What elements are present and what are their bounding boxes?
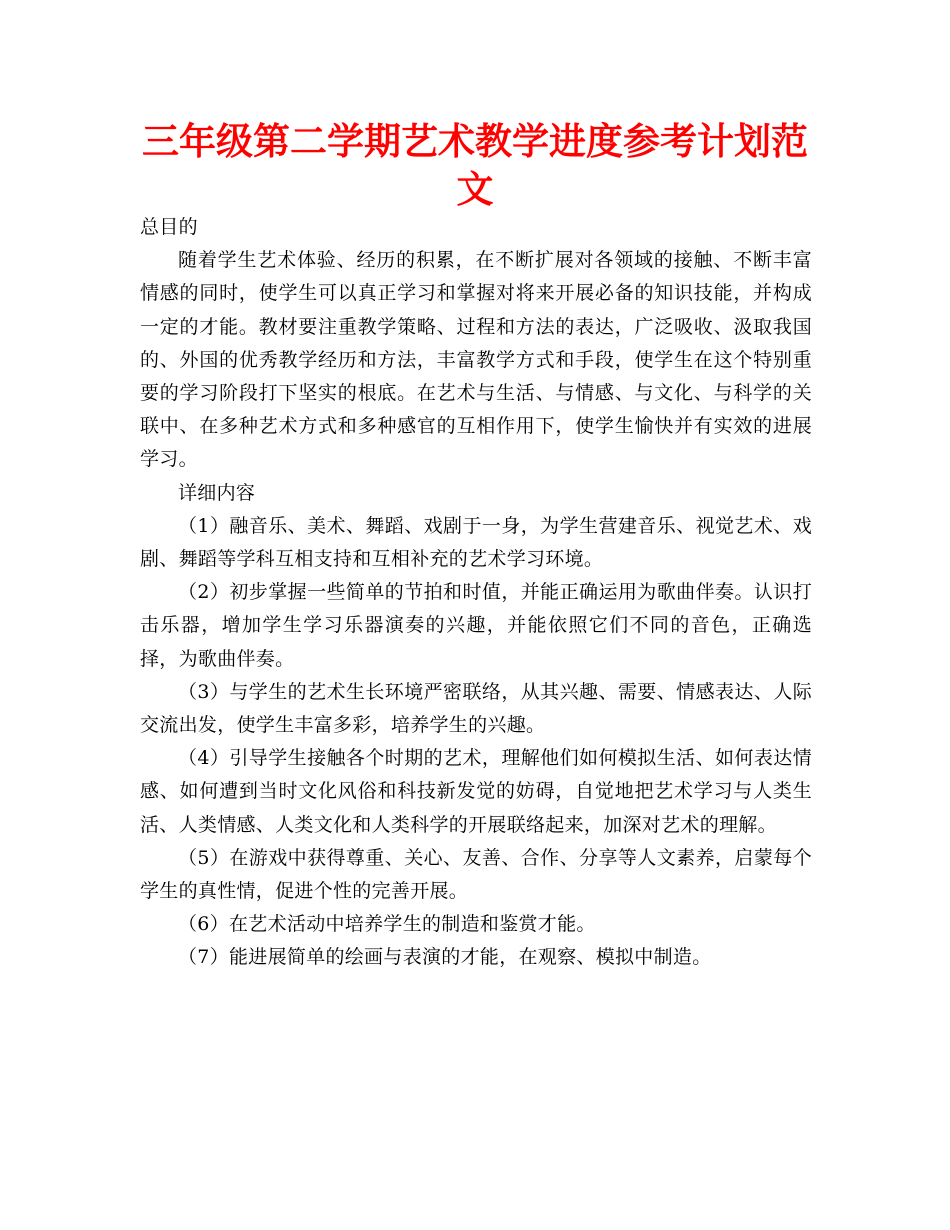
content-item-7: （7）能进展简单的绘画与表演的才能，在观察、模拟中制造。 [178,946,712,969]
content-heading: 详细内容 [178,481,256,504]
document-title: 三年级第二学期艺术教学进度参考计划范文 [142,120,808,211]
content-item-4: （4）引导学生接触各个时期的艺术，理解他们如何模拟生活、如何表达情感、如何遭到当时文化风俗和科技新发觉的妨碍，自觉地把艺术学习与人类生活、人类情感、人类文化和人类科学的开展联络起来，加深对艺术的理解。 [140,747,812,836]
goal-paragraph: 随着学生艺术体验、经历的积累，在不断扩展对各领域的接触、不断丰富情感的同时，使学生可以真正学习和掌握对将来开展必备的知识技能，并构成一定的才能。教材要注重教学策略、过程和方法的表达，广泛吸收、汲取我国的、外国的优秀教学经历和方法，丰富教学方式和手段，使学生在这个特别重要的学习阶段打下坚实的根底。在艺术与生活、与情感、与文化、与科学的关联中、在多种艺术方式和多种感官的互相作用下，使学生愉快并有实效的进展学习。 [140,249,812,471]
goal-heading: 总目的 [140,216,198,238]
content-item-6: （6）在艺术活动中培养学生的制造和鉴赏才能。 [178,913,596,936]
content-item-2: （2）初步掌握一些简单的节拍和时值，并能正确运用为歌曲伴奏。认识打击乐器，增加学生学习乐器演奏的兴趣，并能依照它们不同的音色，正确选择，为歌曲伴奏。 [140,581,812,670]
content-item-1: （1）融音乐、美术、舞蹈、戏剧于一身，为学生营建音乐、视觉艺术、戏剧、舞蹈等学科互相支持和互相补充的艺术学习环境。 [140,514,812,571]
content-item-3: （3）与学生的艺术生长环境严密联络，从其兴趣、需要、情感表达、人际交流出发，使学生丰富多彩，培养学生的兴趣。 [140,680,812,737]
content-item-5: （5）在游戏中获得尊重、关心、友善、合作、分享等人文素养，启蒙每个学生的真性情，促进个性的完善开展。 [140,846,812,903]
document-body [140,211,812,975]
